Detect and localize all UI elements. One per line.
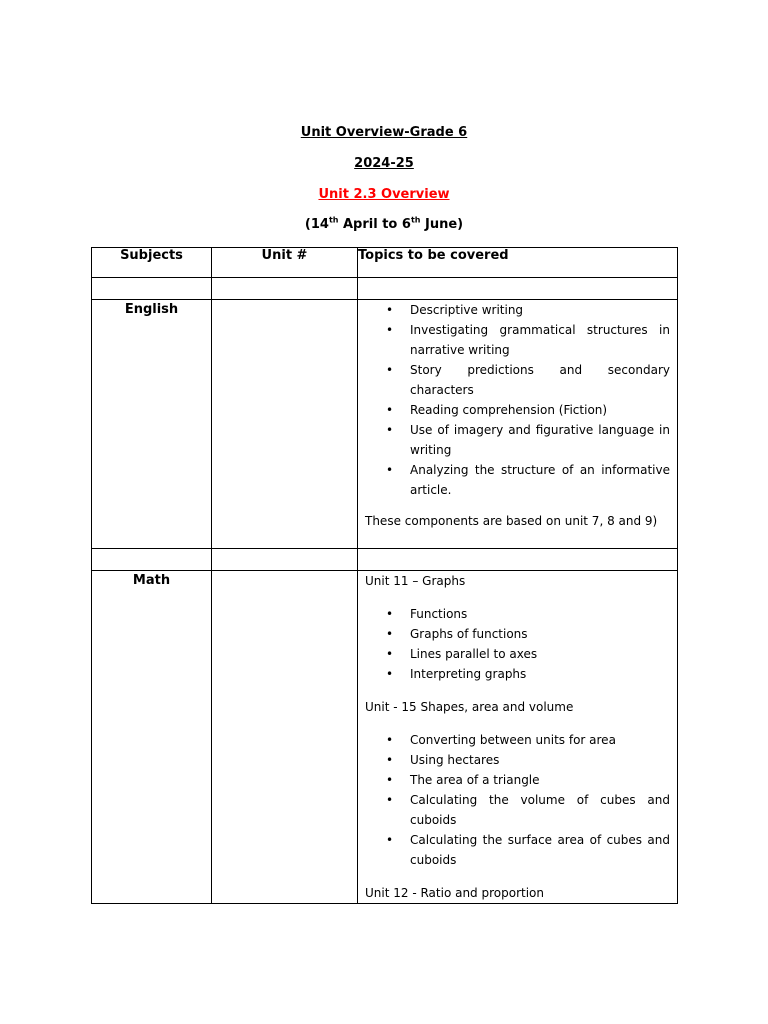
subject-label-math: Math bbox=[132, 573, 171, 588]
english-topic-list bbox=[365, 300, 670, 500]
column-header-unit: Unit # bbox=[212, 248, 358, 278]
date-suffix-start: th bbox=[328, 215, 339, 225]
topics-math bbox=[358, 571, 677, 903]
academic-year: 2024-25 bbox=[354, 156, 414, 171]
english-note: These components are based on unit 7, 8 and 9) bbox=[365, 514, 658, 528]
unit-title: Unit 2.3 Overview bbox=[318, 187, 450, 202]
column-header-subjects: Subjects bbox=[92, 248, 212, 278]
list-item: • Analyzing the structure of an informative article. bbox=[365, 460, 670, 500]
subject-label-english: English bbox=[124, 302, 179, 317]
overview-table bbox=[91, 247, 678, 904]
list-item: • Use of imagery and figurative language in writing bbox=[365, 420, 670, 460]
empty-cell bbox=[212, 278, 358, 300]
table-row-english bbox=[92, 300, 678, 549]
topics-cell-math bbox=[358, 571, 678, 904]
list-item: • Reading comprehension (Fiction) bbox=[365, 400, 670, 420]
math-topic-list bbox=[365, 604, 670, 684]
document-title: Unit Overview-Grade 6 bbox=[300, 125, 468, 140]
empty-cell bbox=[358, 549, 678, 571]
subject-cell-math bbox=[92, 571, 212, 904]
list-item: • Functions bbox=[365, 604, 670, 624]
subject-cell-english bbox=[92, 300, 212, 549]
list-item: • Story predictions and secondary characters bbox=[365, 360, 670, 400]
list-item: • Investigating grammatical structures in narrative writing bbox=[365, 320, 670, 360]
list-item: • Converting between units for area bbox=[365, 730, 670, 750]
math-unit-heading: Unit 11 – Graphs bbox=[365, 574, 466, 588]
empty-cell bbox=[92, 549, 212, 571]
topics-cell-english bbox=[358, 300, 678, 549]
list-item: • Calculating the surface area of cubes and cuboids bbox=[365, 830, 670, 870]
table-header-row bbox=[92, 248, 678, 278]
list-item: • The area of a triangle bbox=[365, 770, 670, 790]
unit-cell-math bbox=[212, 571, 358, 904]
date-close: June) bbox=[420, 217, 464, 232]
table-row-empty bbox=[92, 278, 678, 300]
table-row-math bbox=[92, 571, 678, 904]
list-item: • Interpreting graphs bbox=[365, 664, 670, 684]
table-row-empty bbox=[92, 549, 678, 571]
math-topic-list bbox=[365, 730, 670, 870]
empty-cell bbox=[92, 278, 212, 300]
list-item: • Using hectares bbox=[365, 750, 670, 770]
date-open: (14 bbox=[304, 217, 329, 232]
math-unit-heading: Unit 12 - Ratio and proportion bbox=[365, 886, 544, 900]
empty-cell bbox=[212, 549, 358, 571]
date-range bbox=[0, 217, 768, 233]
list-item: • Descriptive writing bbox=[365, 300, 670, 320]
date-middle: April to 6 bbox=[338, 217, 411, 232]
list-item: • Calculating the volume of cubes and cuboids bbox=[365, 790, 670, 830]
list-item: • Lines parallel to axes bbox=[365, 644, 670, 664]
unit-cell-english bbox=[212, 300, 358, 549]
column-header-topics: Topics to be covered bbox=[358, 248, 678, 278]
math-unit-heading: Unit - 15 Shapes, area and volume bbox=[365, 700, 574, 714]
date-suffix-end: th bbox=[410, 215, 421, 225]
empty-cell bbox=[358, 278, 678, 300]
list-item: • Graphs of functions bbox=[365, 624, 670, 644]
topics-english bbox=[358, 300, 677, 531]
